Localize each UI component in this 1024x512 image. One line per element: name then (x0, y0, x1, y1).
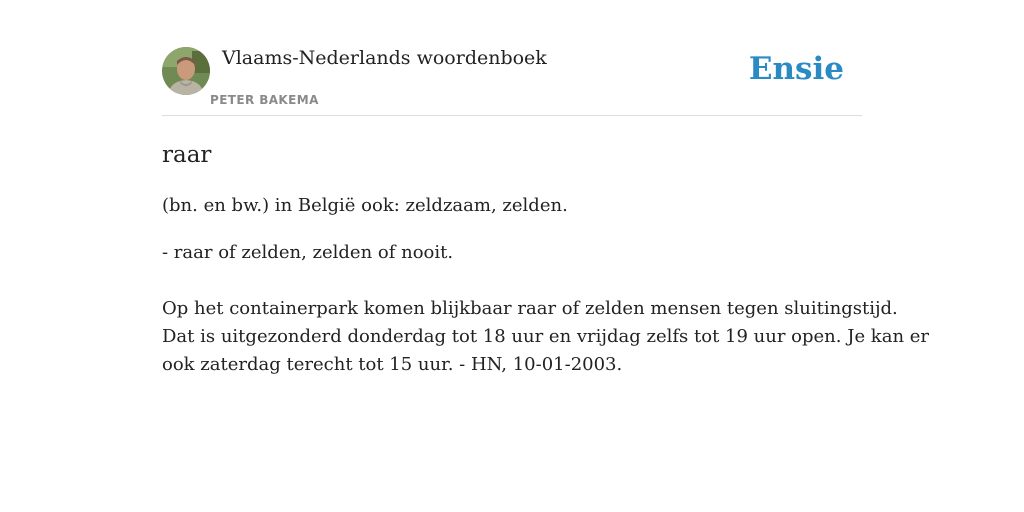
avatar-photo-icon (162, 47, 210, 95)
dictionary-card (162, 0, 930, 512)
entry-example (162, 295, 930, 379)
dictionary-title[interactable]: Vlaams-Nederlands woordenboek (222, 47, 547, 69)
entry-definition: (bn. en bw.) in België ook: zeldzaam, zelden. (162, 195, 568, 216)
example-line: Op het containerpark komen blijkbaar raar of zelden mensen tegen sluitingstijd. (162, 298, 898, 319)
card-header (162, 0, 862, 116)
author-avatar[interactable] (162, 47, 210, 95)
ensie-logo[interactable]: Ensie (748, 51, 844, 87)
example-line: ook zaterdag terecht tot 15 uur. - HN, 10-01-2003. (162, 354, 623, 375)
author-name[interactable]: PETER BAKEMA (210, 93, 319, 107)
entry-phrase: - raar of zelden, zelden of nooit. (162, 242, 454, 263)
entry-headword: raar (162, 142, 212, 168)
example-line: Dat is uitgezonderd donderdag tot 18 uur en vrijdag zelfs tot 19 uur open. Je kan er (162, 326, 930, 347)
